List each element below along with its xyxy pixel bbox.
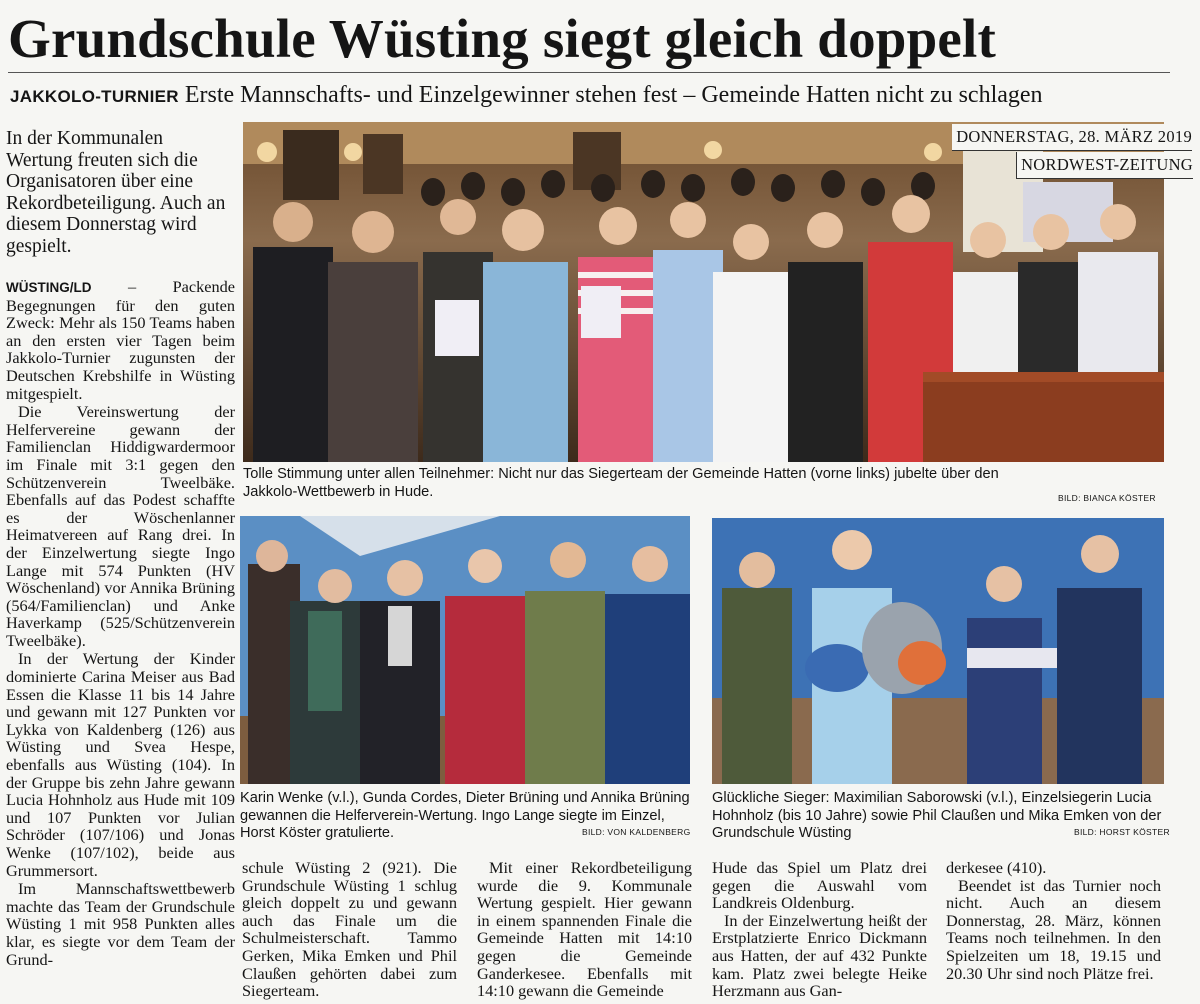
winners-photo: [712, 518, 1164, 784]
paragraph: Die Vereinswertung der Helfervereine gewann der Familienclan Hiddigwardermoor im Finale mit 3:1 gegen den Schützenverein Tweelbäke. Ebenfalls auf das Podest schaffte es der Wöschenlanner Heimatvereen auf Rang drei. In der Einzelwertung siegte Ingo Lange mit 574 Punkten (HV Wöschenland) vor Annika Brüning (564/Familienclan) und Anke Haverkamp (525/Schützenverein Tweelbäke).: [6, 402, 235, 650]
headline: Grundschule Wüsting siegt gleich doppelt: [8, 8, 996, 69]
paragraph-text: – Packende Begegnungen für den guten Zweck: Mehr als 150 Teams haben an den ersten vier Tagen beim Jakkolo-Turnier zugunsten der Deutschen Krebshilfe in Wüsting mitgespielt.: [6, 277, 235, 403]
article-column-5: [946, 859, 1161, 982]
photo-caption: Tolle Stimmung unter allen Teilnehmer: Nicht nur das Siegerteam der Gemeinde Hatten (vorne links) jubelte über den Jakkolo-Wettbewerb in Hude.: [243, 466, 999, 500]
paragraph: Beendet ist das Turnier noch nicht. Auch an diesem Donnerstag, 28. März, können Teams noch teilnehmen. In den Spielzeiten um 18, 19.15 und 20.30 Uhr sind noch Plätze frei.: [946, 875, 1161, 983]
helpers-photo: [240, 516, 690, 784]
paragraph: derkesee (410).: [946, 858, 1047, 877]
article-column-3: [477, 859, 692, 1000]
paragraph: In der Wertung der Kinder dominierte Carina Meiser aus Bad Essen die Klasse 11 bis 14 Jahre und gewann mit 127 Punkten vor Lykka von Kaldenberg (126) aus Wüsting und Svea Hespe, ebenfalls aus Wüsting (104). In der Gruppe bis zehn Jahre gewann Lucia Hohnholz aus Hude mit 109 und 107 Punkten vor Julian Schröder (107/106) und Jonas Wenke (107/102), beide aus Grummersort.: [6, 649, 235, 880]
photo-credit: BILD: BIANCA KÖSTER: [1058, 493, 1156, 503]
paragraph: Hude das Spiel um Platz drei gegen die Auswahl vom Landkreis Oldenburg.: [712, 858, 927, 913]
publication-date: DONNERSTAG, 28. MÄRZ 2019: [952, 124, 1192, 151]
intro-text: In der Kommunalen Wertung freuten sich die Organisatoren über eine Rekordbeteiligung. Auch an diesem Donnerstag wird gespielt.: [6, 128, 226, 257]
photo-credit: BILD: HORST KÖSTER: [1074, 827, 1170, 837]
photo-caption: Karin Wenke (v.l.), Gunda Cordes, Dieter Brüning und Annika Brüning gewannen die Helferverein-Wertung. Ingo Lange siegte im Einzel, Horst Köster gratulierte.: [240, 790, 690, 841]
subheadline: [10, 80, 1180, 113]
article-column-1: [6, 278, 235, 969]
kicker: JAKKOLO-TURNIER: [10, 87, 179, 106]
subtitle: Erste Mannschafts- und Einzelgewinner stehen fest – Gemeinde Hatten nicht zu schlagen: [184, 82, 1043, 108]
publisher-name: NORDWEST-ZEITUNG: [1016, 152, 1193, 179]
paragraph: schule Wüsting 2 (921). Die Grundschule Wüsting 1 schlug gleich doppelt zu und gewann auch das Finale um die Schulmeisterschaft. Tammo Gerken, Mika Emken und Phil Claußen gehörten dabei zum Siegerteam.: [242, 858, 457, 1001]
photo-credit: BILD: VON KALDENBERG: [582, 827, 691, 837]
paragraph: [6, 278, 235, 402]
article-column-2: [242, 859, 457, 1000]
dateline: WÜSTING/LD: [6, 280, 92, 295]
headline-rule: [8, 72, 1170, 73]
article-column-4: [712, 859, 927, 1000]
paragraph: Im Mannschaftswettbewerb machte das Team der Grundschule Wüsting 1 mit 958 Punkten alles klar, es siegte vor dem Team der Grund-: [6, 879, 235, 969]
paragraph: Mit einer Rekordbeteiligung wurde die 9. Kommunale Wertung gespielt. Hier gewann in einem spannenden Finale die Gemeinde Hatten mit 14:10 gegen die Gemeinde Ganderkesee. Ebenfalls mit 14:10 gewann die Gemeinde: [477, 858, 692, 1001]
photo-caption: Glückliche Sieger: Maximilian Saborowski (v.l.), Einzelsiegerin Lucia Hohnholz (bis 10 Jahre) sowie Phil Claußen und Mika Emken von der Grundschule Wüsting: [712, 790, 1162, 841]
paragraph: In der Einzelwertung heißt der Erstplatzierte Enrico Dickmann aus Hatten, der auf 432 Punkte kam. Platz zwei belegte Heike Herzmann aus Gan-: [712, 910, 927, 1001]
